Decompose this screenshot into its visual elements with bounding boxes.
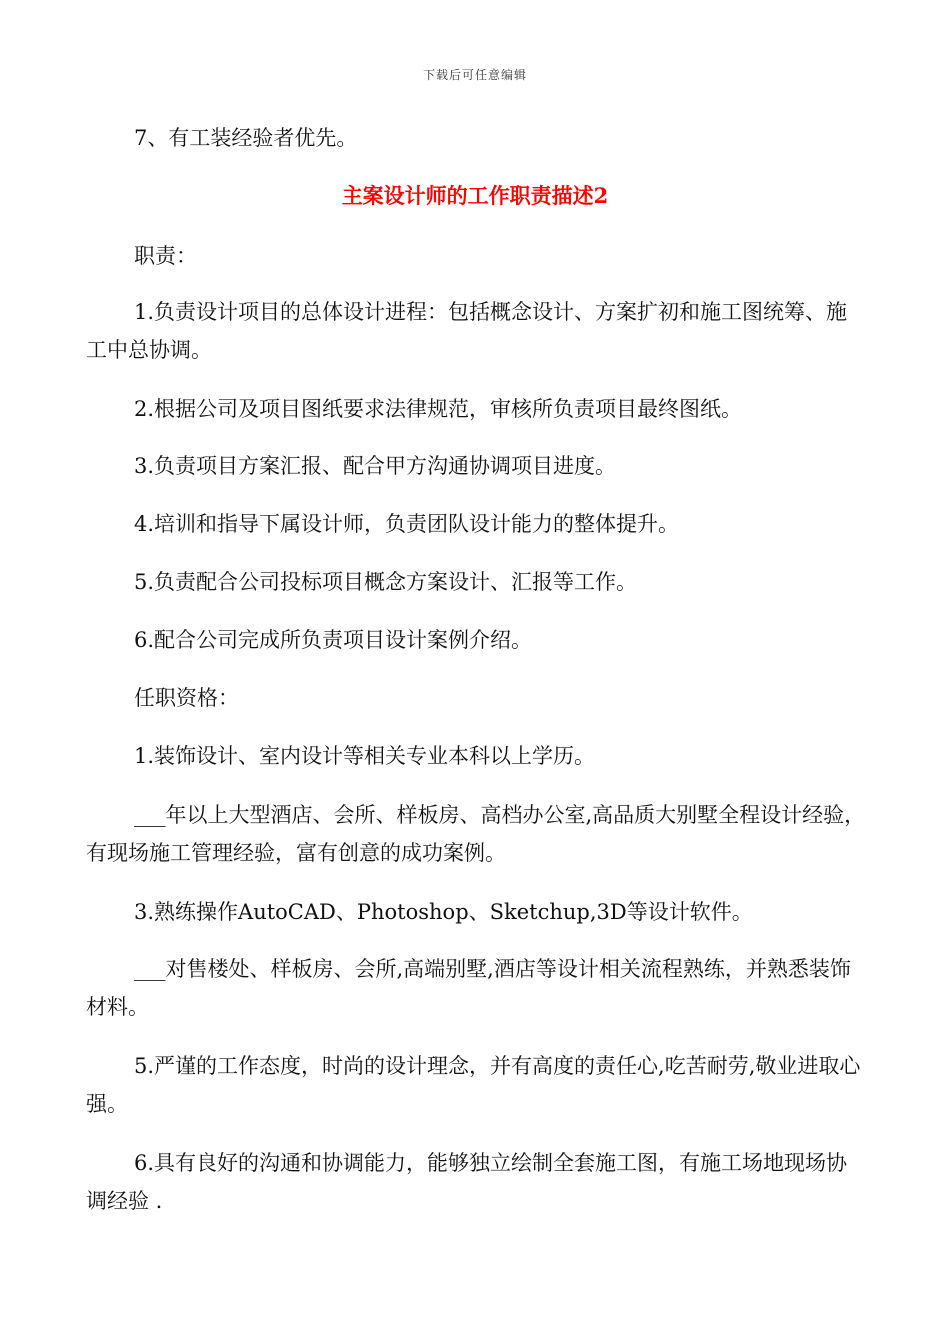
paragraph-line: 2.根据公司及项目图纸要求法律规范，审核所负责项目最终图纸。 <box>134 397 743 421</box>
paragraph-line: 7、有工装经验者优先。 <box>134 126 358 150</box>
header-note: 下载后可任意编辑 <box>422 68 527 82</box>
paragraph-line: 3.熟练操作AutoCAD、Photoshop、Sketchup,3D等设计软件。 <box>134 900 753 924</box>
paragraph-line: 5.严谨的工作态度，时尚的设计理念，并有高度的责任心,吃苦耐劳,敬业进取心强。 <box>86 1054 861 1116</box>
paragraph-line: 5.负责配合公司投标项目概念方案设计、汇报等工作。 <box>134 570 638 594</box>
paragraph-line: 1.负责设计项目的总体设计进程：包括概念设计、方案扩初和施工图统筹、施工中总协调。 <box>86 300 848 362</box>
paragraph-line: 6.具有良好的沟通和协调能力，能够独立绘制全套施工图，有施工场地现场协调经验 . <box>86 1151 848 1213</box>
paragraph-line: 6.配合公司完成所负责项目设计案例介绍。 <box>134 628 533 652</box>
paragraph-line: ___对售楼处、样板房、会所,高端别墅,酒店等设计相关流程熟练，并熟悉装饰材料。 <box>86 957 851 1019</box>
paragraph-responsibilities-label: 职责： <box>134 244 197 268</box>
paragraph-qualifications-label: 任职资格： <box>134 686 239 710</box>
paragraph-line: 3.负责项目方案汇报、配合甲方沟通协调项目进度。 <box>134 454 617 478</box>
paragraph-line: 1.装饰设计、室内设计等相关专业本科以上学历。 <box>134 744 596 768</box>
paragraph-line: 4.培训和指导下属设计师，负责团队设计能力的整体提升。 <box>134 512 680 536</box>
section-heading: 主案设计师的工作职责描述2 <box>341 183 609 208</box>
paragraph-line: ___年以上大型酒店、会所、样板房、高档办公室,高品质大别墅全程设计经验，有现场施工管理经验，富有创意的成功案例。 <box>86 803 866 865</box>
